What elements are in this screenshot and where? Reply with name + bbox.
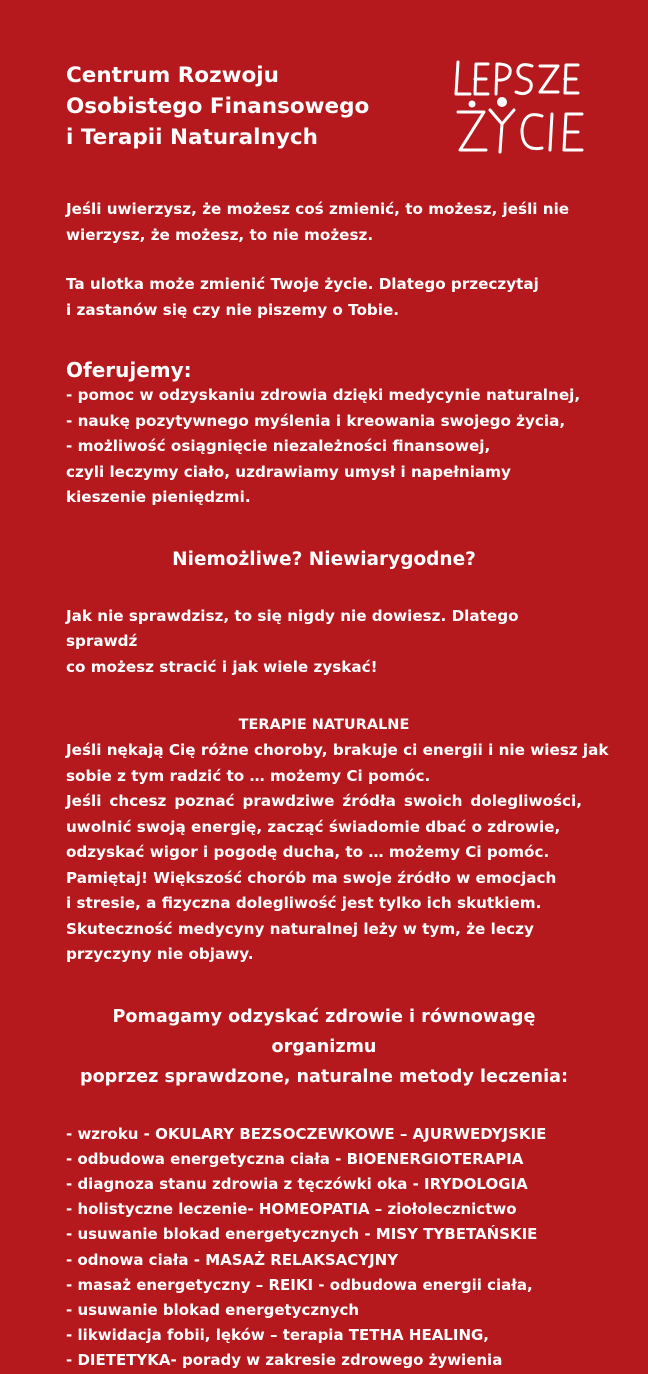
heading-line: Pomagamy odzyskać zdrowie i równowagę organizmu xyxy=(112,1006,536,1057)
list-item: - masaż energetyczny – REIKI - odbudowa energii ciała, xyxy=(66,1275,533,1294)
check-paragraph xyxy=(66,604,582,681)
header xyxy=(66,0,582,178)
list-item: czyli leczymy ciało, uzdrawiamy umysł i napełniamy xyxy=(66,462,511,481)
list-item: - odbudowa energetyczna ciała - BIOENERGIOTERAPIA xyxy=(66,1149,524,1168)
list-item: - diagnoza stanu zdrowia z tęczówki oka - IRYDOLOGIA xyxy=(66,1174,528,1193)
list-item: - usuwanie blokad energetycznych xyxy=(66,1300,360,1319)
text-line: Pamiętaj! Większość chorób ma swoje źródło w emocjach xyxy=(66,868,557,887)
therapies-heading: TERAPIE NATURALNE xyxy=(238,717,410,733)
list-item: - pomoc w odzyskaniu zdrowia dzięki medycynie naturalnej, xyxy=(66,386,581,404)
title-line: i Terapii Naturalnych xyxy=(66,125,318,150)
text-line: sobie z tym radzić to … możemy Ci pomóc. xyxy=(66,766,431,785)
question-heading: Niemożliwe? Niewiarygodne? xyxy=(172,548,476,570)
text-line: wierzysz, że możesz, to nie możesz. xyxy=(66,225,374,244)
heading-line: poprzez sprawdzone, naturalne metody leczenia: xyxy=(79,1066,569,1087)
text-line: Skuteczność medycyny naturalnej leży w tym, że leczy xyxy=(66,919,534,938)
text-line: Jeśli chcesz poznać prawdziwe źródła swoich dolegliwości, xyxy=(66,792,582,810)
offer-heading: Oferujemy: xyxy=(66,358,192,382)
text-line: Jeśli uwierzysz, że możesz coś zmienić, to możesz, jeśli nie xyxy=(66,200,570,218)
text-line: i stresie, a fizyczna dolegliwość jest tylko ich skutkiem. xyxy=(66,894,542,912)
methods-list xyxy=(66,1122,582,1374)
list-item: - naukę pozytywnego myślenia i kreowania swojego życia, xyxy=(66,411,566,430)
page-title xyxy=(66,60,369,153)
list-item: - usuwanie blokad energetycznych - MISY TYBETAŃSKIE xyxy=(66,1225,538,1244)
list-item: - holistyczne leczenie- HOMEOPATIA – ziołolecznictwo xyxy=(66,1200,517,1219)
text-line: odzyskać wigor i pogodę ducha, to … możemy Ci pomóc. xyxy=(66,843,550,861)
title-line: Centrum Rozwoju xyxy=(66,63,279,88)
methods-heading xyxy=(66,1002,582,1092)
list-item: - odnowa ciała - MASAŻ RELAKSACYJNY xyxy=(66,1250,399,1269)
title-line: Osobistego Finansowego xyxy=(66,94,370,119)
intro-paragraph-2 xyxy=(66,272,582,323)
therapies-text xyxy=(66,738,609,968)
text-line: co możesz stracić i jak wiele zyskać! xyxy=(66,657,378,676)
list-item: - likwidacja fobii, lęków – terapia TETHA HEALING, xyxy=(66,1326,490,1345)
text-line: przyczyny nie objawy. xyxy=(66,945,254,963)
intro-paragraph-1 xyxy=(66,197,582,248)
text-line: i zastanów się czy nie piszemy o Tobie. xyxy=(66,300,400,319)
text-line: Ta ulotka może zmienić Twoje życie. Dlatego przeczytaj xyxy=(66,275,539,293)
list-item: - DIETETYKA- porady w zakresie zdrowego żywienia xyxy=(66,1351,503,1370)
list-item: - wzroku - OKULARY BEZSOCZEWKOWE – AJURWEDYJSKIE xyxy=(66,1124,547,1143)
text-line: Jak nie sprawdzisz, to się nigdy nie dowiesz. Dlatego sprawdź xyxy=(66,606,519,650)
offer-list xyxy=(66,383,582,511)
text-line: uwolnić swoją energię, zacząć świadomie dbać o zdrowie, xyxy=(66,817,561,836)
lepsze-zycie-logo xyxy=(450,58,590,170)
text-line: Jeśli nękają Cię różne choroby, brakuje ci energii i nie wiesz jak xyxy=(66,741,609,759)
list-item: - możliwość osiągnięcie niezależności finansowej, xyxy=(66,437,491,455)
list-item: kieszenie pieniędzmi. xyxy=(66,488,251,506)
